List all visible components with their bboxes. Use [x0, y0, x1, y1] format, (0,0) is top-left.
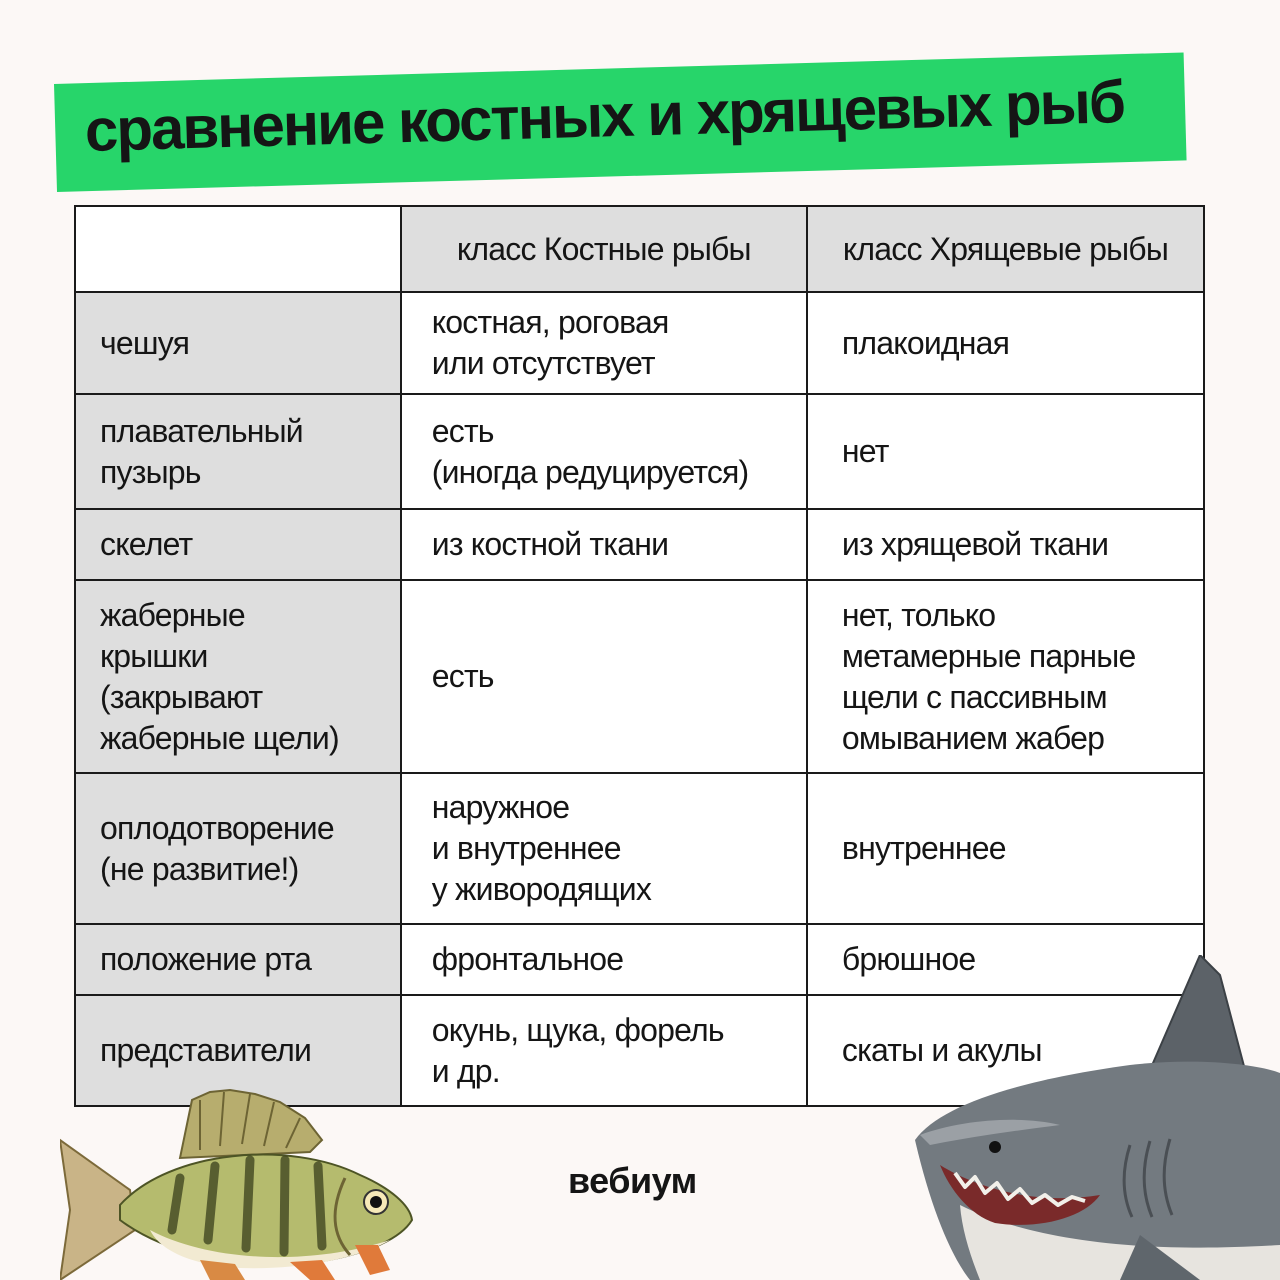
- row-label: скелет: [75, 509, 401, 580]
- cartilaginous-cell: из хрящевой ткани: [807, 509, 1204, 580]
- table-row: [75, 292, 1204, 394]
- brand-logo: вебиум: [568, 1160, 697, 1201]
- shark-image: [900, 955, 1280, 1280]
- cartilaginous-cell: плакоидная: [807, 292, 1204, 394]
- table-row: [75, 580, 1204, 773]
- bony-cell: окунь, щука, форель и др.: [401, 995, 807, 1106]
- cartilaginous-cell: брюшное: [807, 924, 1204, 995]
- row-label: плавательный пузырь: [75, 394, 401, 509]
- cartilaginous-cell: внутреннее: [807, 773, 1204, 924]
- header-bony-fish: класс Костные рыбы: [401, 206, 807, 292]
- table-row: [75, 394, 1204, 509]
- header-cartilaginous-fish: класс Хрящевые рыбы: [807, 206, 1204, 292]
- row-label: чешуя: [75, 292, 401, 394]
- table-row: [75, 773, 1204, 924]
- cartilaginous-cell: нет: [807, 394, 1204, 509]
- table-row: [75, 509, 1204, 580]
- page-title: сравнение костных и хрящевых рыб: [84, 67, 1125, 164]
- row-label: представители: [75, 995, 401, 1106]
- bony-cell: есть: [401, 580, 807, 773]
- bony-cell: костная, роговая или отсутствует: [401, 292, 807, 394]
- bony-cell: фронтальное: [401, 924, 807, 995]
- bony-cell: из костной ткани: [401, 509, 807, 580]
- row-label: жаберные крышки (закрывают жаберные щели): [75, 580, 401, 773]
- row-label: положение рта: [75, 924, 401, 995]
- cartilaginous-cell: нет, только метамерные парные щели с пассивным омыванием жабер: [807, 580, 1204, 773]
- row-label: оплодотворение (не развитие!): [75, 773, 401, 924]
- table-corner-cell: [75, 206, 401, 292]
- perch-fish-image: [60, 1080, 420, 1280]
- table-header-row: [75, 206, 1204, 292]
- bony-cell: наружное и внутреннее у живородящих: [401, 773, 807, 924]
- cartilaginous-cell: скаты и акулы: [807, 995, 1204, 1106]
- bony-cell: есть (иногда редуцируется): [401, 394, 807, 509]
